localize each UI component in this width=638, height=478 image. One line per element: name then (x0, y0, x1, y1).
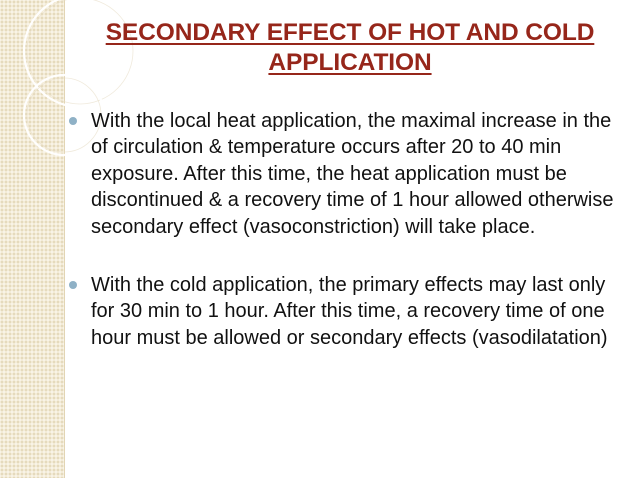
bullet-text: With the local heat application, the maximal increase in the of circulation & temperature occurs after 20 to 40 min exposure. After this time, the heat application must be discontinued & a recovery time of 1 hour allowed otherwise secondary effect (vasoconstriction) will take place. (91, 110, 614, 238)
bullet-dot-icon (69, 281, 77, 289)
bullet-text: With the cold application, the primary effects may last only for 30 min to 1 hour. After this time, a recovery time of one hour must be allowed or secondary effects (vasodilatation) (91, 274, 608, 349)
slide-title: SECONDARY EFFECT OF HOT AND COLD APPLICATION (105, 19, 595, 76)
bullet-list (67, 108, 632, 351)
bullet-dot-icon (69, 117, 77, 125)
bullet-item (67, 108, 632, 240)
bullet-item (67, 272, 632, 351)
